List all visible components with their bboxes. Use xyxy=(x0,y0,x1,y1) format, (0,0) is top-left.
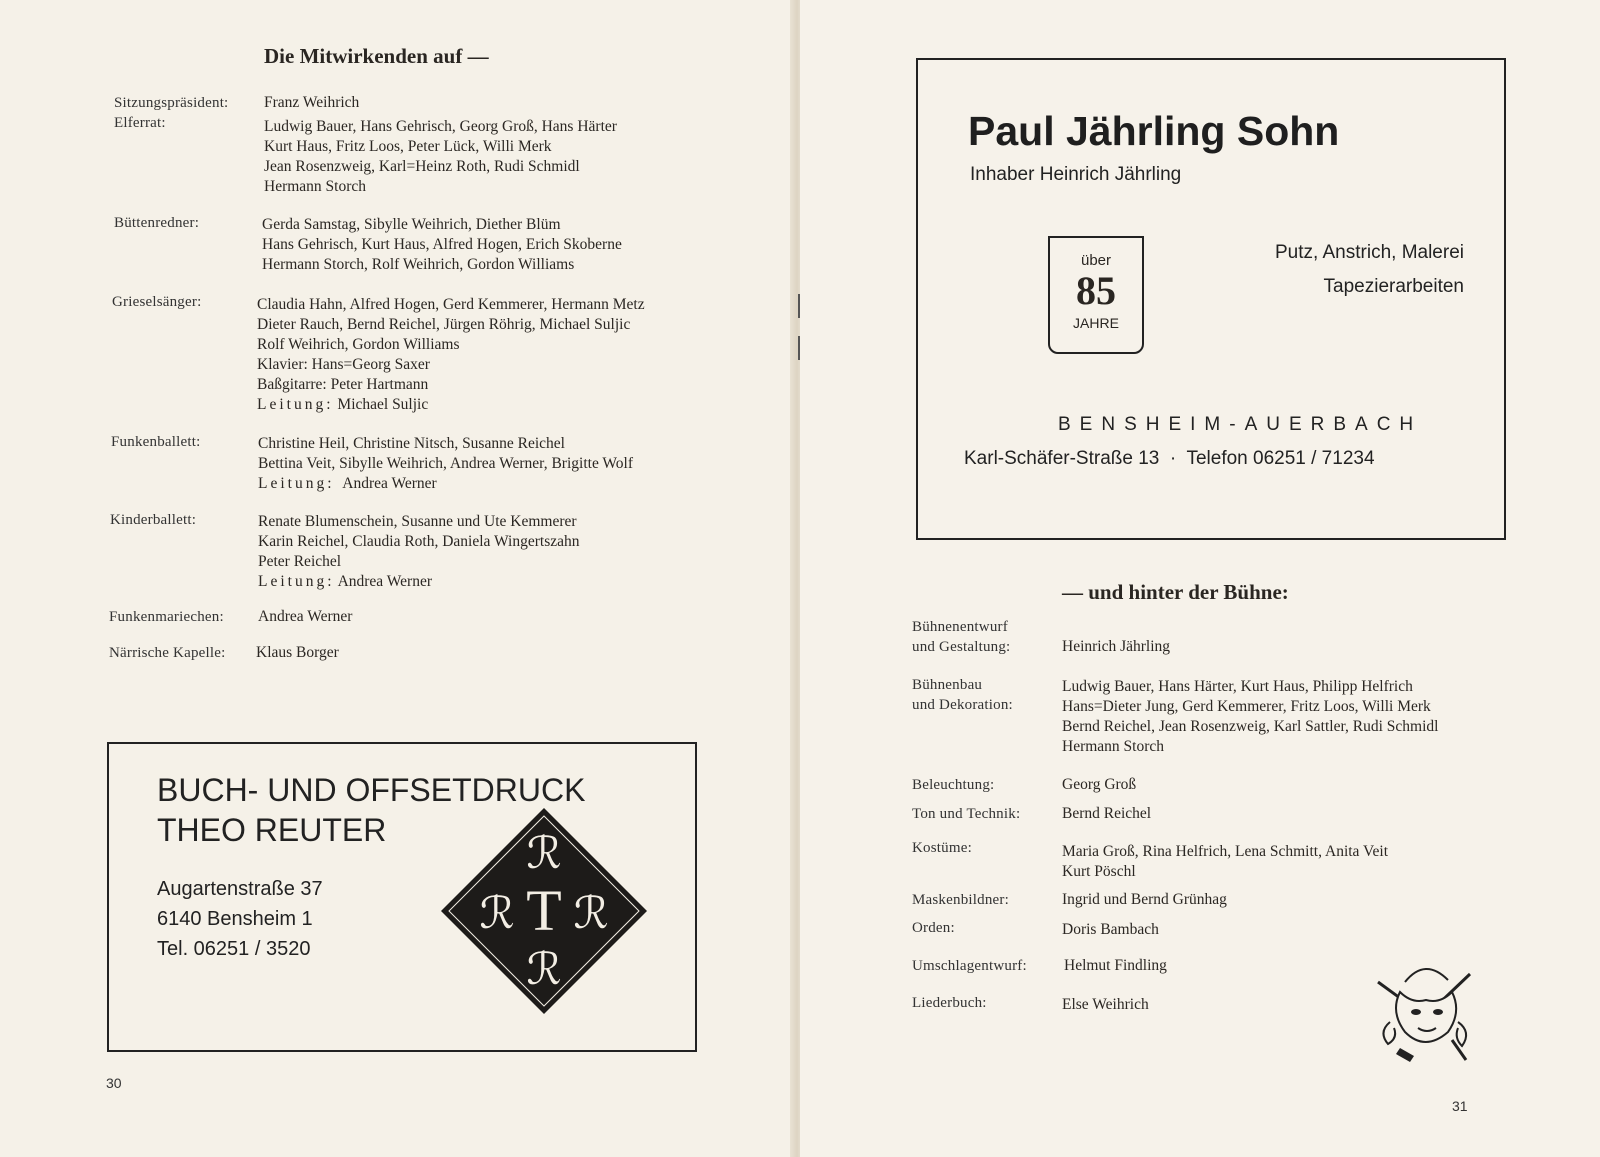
name-line: Doris Bambach xyxy=(1062,921,1159,938)
logo-mark-top: ℛ xyxy=(526,829,562,878)
section-label xyxy=(912,617,1010,657)
section-names xyxy=(1062,677,1438,757)
section-label xyxy=(912,675,1013,715)
section-names xyxy=(258,512,579,592)
name-line: Jean Rosenzweig, Karl=Heinz Roth, Rudi Schmidl xyxy=(264,158,580,175)
section-names xyxy=(1064,956,1167,976)
section-label: Sitzungspräsident: xyxy=(114,95,229,111)
name-line: Gerda Samstag, Sibylle Weihrich, Diether Blüm xyxy=(262,216,561,233)
name-line: Klavier: Hans=Georg Saxer xyxy=(257,356,430,373)
section-label xyxy=(912,956,1027,976)
label-line: Orden: xyxy=(912,920,955,936)
section-names xyxy=(1062,890,1227,910)
leitung-label: Leitung: xyxy=(258,475,335,492)
leitung-name: Andrea Werner xyxy=(337,573,432,590)
section-names xyxy=(262,215,622,275)
name-line: Rolf Weihrich, Gordon Williams xyxy=(257,336,460,353)
section-label xyxy=(912,838,972,858)
jaehrling-company: Paul Jährling Sohn xyxy=(968,108,1340,154)
badge-number: 85 xyxy=(1076,268,1116,313)
badge-bottom: JAHRE xyxy=(1073,315,1119,331)
name-line: Ludwig Bauer, Hans Härter, Kurt Haus, Philipp Helfrich xyxy=(1062,678,1413,695)
name-line: Claudia Hahn, Alfred Hogen, Gerd Kemmerer, Hermann Metz xyxy=(257,296,645,313)
section-names xyxy=(257,295,645,415)
label-line: und Dekoration: xyxy=(912,697,1013,713)
name-line: Hermann Storch, Rolf Weihrich, Gordon Williams xyxy=(262,256,575,273)
section-names xyxy=(264,117,617,197)
jaehrling-contact: Karl-Schäfer-Straße 13 · Telefon 06251 / 71234 xyxy=(964,448,1375,469)
name-line: Baßgitarre: Peter Hartmann xyxy=(257,376,429,393)
page-number: 31 xyxy=(1452,1098,1468,1114)
leitung-name: Andrea Werner xyxy=(342,475,437,492)
label-line: Ton und Technik: xyxy=(912,806,1021,822)
section-names xyxy=(1062,775,1136,795)
section-label: Närrische Kapelle: xyxy=(109,645,226,661)
section-label: Büttenredner: xyxy=(114,215,200,231)
name-line: Bettina Veit, Sibylle Weihrich, Andrea Werner, Brigitte Wolf xyxy=(258,455,634,472)
label-line: Bühnenentwurf xyxy=(912,619,1008,635)
name-line: Bernd Reichel, Jean Rosenzweig, Karl Sattler, Rudi Schmidl xyxy=(1062,718,1439,735)
section-names xyxy=(1062,804,1151,824)
section-label: Funkenballett: xyxy=(111,434,201,450)
reuter-ad xyxy=(107,742,697,1052)
section-names xyxy=(1062,842,1388,882)
section-names xyxy=(1062,995,1149,1015)
label-line: Bühnenbau xyxy=(912,677,983,693)
section-label xyxy=(912,775,994,795)
name-line: Maria Groß, Rina Helfrich, Lena Schmitt, Anita Veit xyxy=(1062,843,1388,860)
label-line: und Gestaltung: xyxy=(912,639,1011,655)
leitung-line xyxy=(258,474,633,494)
services xyxy=(1275,236,1464,304)
logo-letter: T xyxy=(526,878,562,943)
crew-heading: — und hinter der Bühne: xyxy=(1062,580,1289,604)
reuter-phone: Tel. 06251 / 3520 xyxy=(157,938,311,960)
diamond-logo-icon xyxy=(439,806,649,1016)
section-names xyxy=(258,434,633,494)
section-label: Funkenmariechen: xyxy=(109,609,224,625)
leitung-label: Leitung: xyxy=(258,573,335,590)
name-line: Peter Reichel xyxy=(258,553,342,570)
label-line: Beleuchtung: xyxy=(912,777,995,793)
jaehrling-phone: Telefon 06251 / 71234 xyxy=(1186,448,1375,469)
name-line: Renate Blumenschein, Susanne und Ute Kemmerer xyxy=(258,513,577,530)
name-line: Georg Groß xyxy=(1062,776,1137,793)
section-label xyxy=(912,890,1009,910)
service-2: Tapezierarbeiten xyxy=(1323,276,1464,297)
name-line: Heinrich Jährling xyxy=(1062,638,1171,655)
name-line: Christine Heil, Christine Nitsch, Susanne Reichel xyxy=(258,435,565,452)
name-line: Kurt Pöschl xyxy=(1062,863,1136,880)
section-label: Grieselsänger: xyxy=(112,294,202,310)
label-line: Umschlagentwurf: xyxy=(912,958,1027,974)
section-names xyxy=(258,607,352,627)
left-page xyxy=(0,0,795,1157)
section-label xyxy=(912,804,1020,824)
label-line: Liederbuch: xyxy=(912,995,987,1011)
cast-heading: Die Mitwirkenden auf — xyxy=(264,44,489,68)
leitung-line xyxy=(257,395,645,415)
jaehrling-ad xyxy=(916,58,1506,540)
name-line: Else Weihrich xyxy=(1062,996,1149,1013)
reuter-logo xyxy=(439,806,649,1016)
jester-mask-icon xyxy=(1370,952,1480,1064)
anniversary-badge xyxy=(1048,236,1144,354)
reuter-title-line2: THEO REUTER xyxy=(157,812,387,848)
leitung-line xyxy=(258,572,579,592)
label-line: Maskenbildner: xyxy=(912,892,1009,908)
logo-mark-bottom: ℛ xyxy=(526,945,562,994)
label-line: Kostüme: xyxy=(912,840,972,856)
name-line: Franz Weihrich xyxy=(264,94,360,111)
jaehrling-street: Karl-Schäfer-Straße 13 xyxy=(964,448,1160,469)
section-label: Elferrat: xyxy=(114,115,166,131)
name-line: Ingrid und Bernd Grünhag xyxy=(1062,891,1227,908)
name-line: Klaus Borger xyxy=(256,644,339,661)
jaehrling-city: BENSHEIM-AUERBACH xyxy=(1058,414,1423,435)
reuter-street: Augartenstraße 37 xyxy=(157,878,323,900)
section-names xyxy=(1062,637,1170,657)
section-label xyxy=(912,993,987,1013)
section-names xyxy=(264,93,359,113)
section-names xyxy=(256,643,339,663)
page-number: 30 xyxy=(106,1075,122,1091)
name-line: Ludwig Bauer, Hans Gehrisch, Georg Groß, Hans Härter xyxy=(264,118,617,135)
logo-mark-left: ℛ xyxy=(479,889,515,938)
badge-top: über xyxy=(1080,252,1112,269)
jaehrling-owner: Inhaber Heinrich Jährling xyxy=(970,164,1182,185)
logo-mark-right: ℛ xyxy=(573,889,609,938)
leitung-label: Leitung: xyxy=(257,396,334,413)
section-label xyxy=(912,918,955,938)
reuter-address xyxy=(157,874,323,964)
leitung-name: Michael Suljic xyxy=(337,396,429,413)
service-1: Putz, Anstrich, Malerei xyxy=(1274,242,1464,263)
name-line: Helmut Findling xyxy=(1064,957,1167,974)
reuter-title-line1: BUCH- UND OFFSETDRUCK xyxy=(157,772,586,808)
name-line: Hermann Storch xyxy=(1062,738,1165,755)
section-label: Kinderballett: xyxy=(110,512,197,528)
name-line: Dieter Rauch, Bernd Reichel, Jürgen Röhrig, Michael Suljic xyxy=(257,316,631,333)
section-names xyxy=(1062,920,1159,940)
name-line: Andrea Werner xyxy=(258,608,353,625)
name-line: Karin Reichel, Claudia Roth, Daniela Wingertszahn xyxy=(258,533,580,550)
name-line: Hans Gehrisch, Kurt Haus, Alfred Hogen, Erich Skoberne xyxy=(262,236,622,253)
reuter-city: 6140 Bensheim 1 xyxy=(157,908,313,930)
name-line: Kurt Haus, Fritz Loos, Peter Lück, Willi Merk xyxy=(264,138,552,155)
right-page xyxy=(800,0,1600,1157)
name-line: Hermann Storch xyxy=(264,178,367,195)
name-line: Hans=Dieter Jung, Gerd Kemmerer, Fritz Loos, Willi Merk xyxy=(1062,698,1431,715)
name-line: Bernd Reichel xyxy=(1062,805,1152,822)
